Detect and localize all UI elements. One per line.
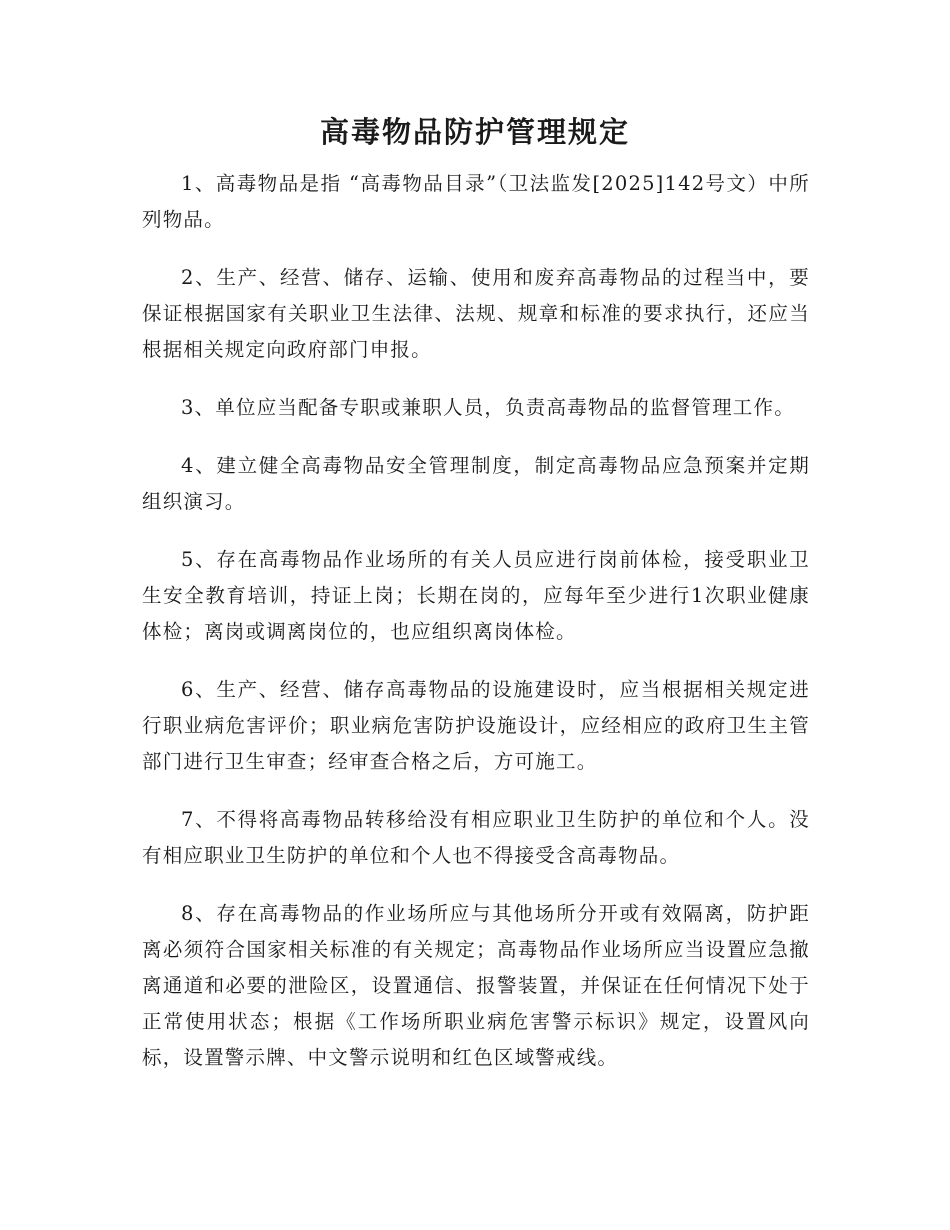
paragraph-8: 8、存在高毒物品的作业场所应与其他场所分开或有效隔离，防护距离必须符合国家相关标准的有关规定；高毒物品作业场所应当设置应急撤离通道和必要的泄险区，设置通信、报警装置，并保证在任何情况下处于正常使用状态；根据《工作场所职业病危害警示标识》规定，设置风向标，设置警示牌、中文警示说明和红色区域警戒线。 [142, 902, 810, 1069]
paragraph-3: 3、单位应当配备专职或兼职人员，负责高毒物品的监督管理工作。 [181, 396, 795, 419]
paragraph-2: 2、生产、经营、储存、运输、使用和废弃高毒物品的过程当中，要保证根据国家有关职业卫生法律、法规、规章和标准的要求执行，还应当根据相关规定向政府部门申报。 [142, 266, 810, 361]
document-body [142, 166, 810, 1098]
paragraph-4: 4、建立健全高毒物品安全管理制度，制定高毒物品应急预案并定期组织演习。 [142, 454, 810, 513]
paragraph-6: 6、生产、经营、储存高毒物品的设施建设时，应当根据相关规定进行职业病危害评价；职业病危害防护设施设计，应经相应的政府卫生主管部门进行卫生审查；经审查合格之后，方可施工。 [142, 678, 810, 773]
paragraph-7: 7、不得将高毒物品转移给没有相应职业卫生防护的单位和个人。没有相应职业卫生防护的单位和个人也不得接受含高毒物品。 [142, 808, 810, 867]
paragraph-1: 1、高毒物品是指 “高毒物品目录”（卫法监发[2025]142号文）中所列物品。 [142, 172, 810, 231]
paragraph-5: 5、存在高毒物品作业场所的有关人员应进行岗前体检，接受职业卫生安全教育培训，持证上岗；长期在岗的，应每年至少进行1次职业健康体检；离岗或调离岗位的，也应组织离岗体检。 [142, 548, 810, 643]
document-title: 高毒物品防护管理规定 [319, 115, 630, 149]
